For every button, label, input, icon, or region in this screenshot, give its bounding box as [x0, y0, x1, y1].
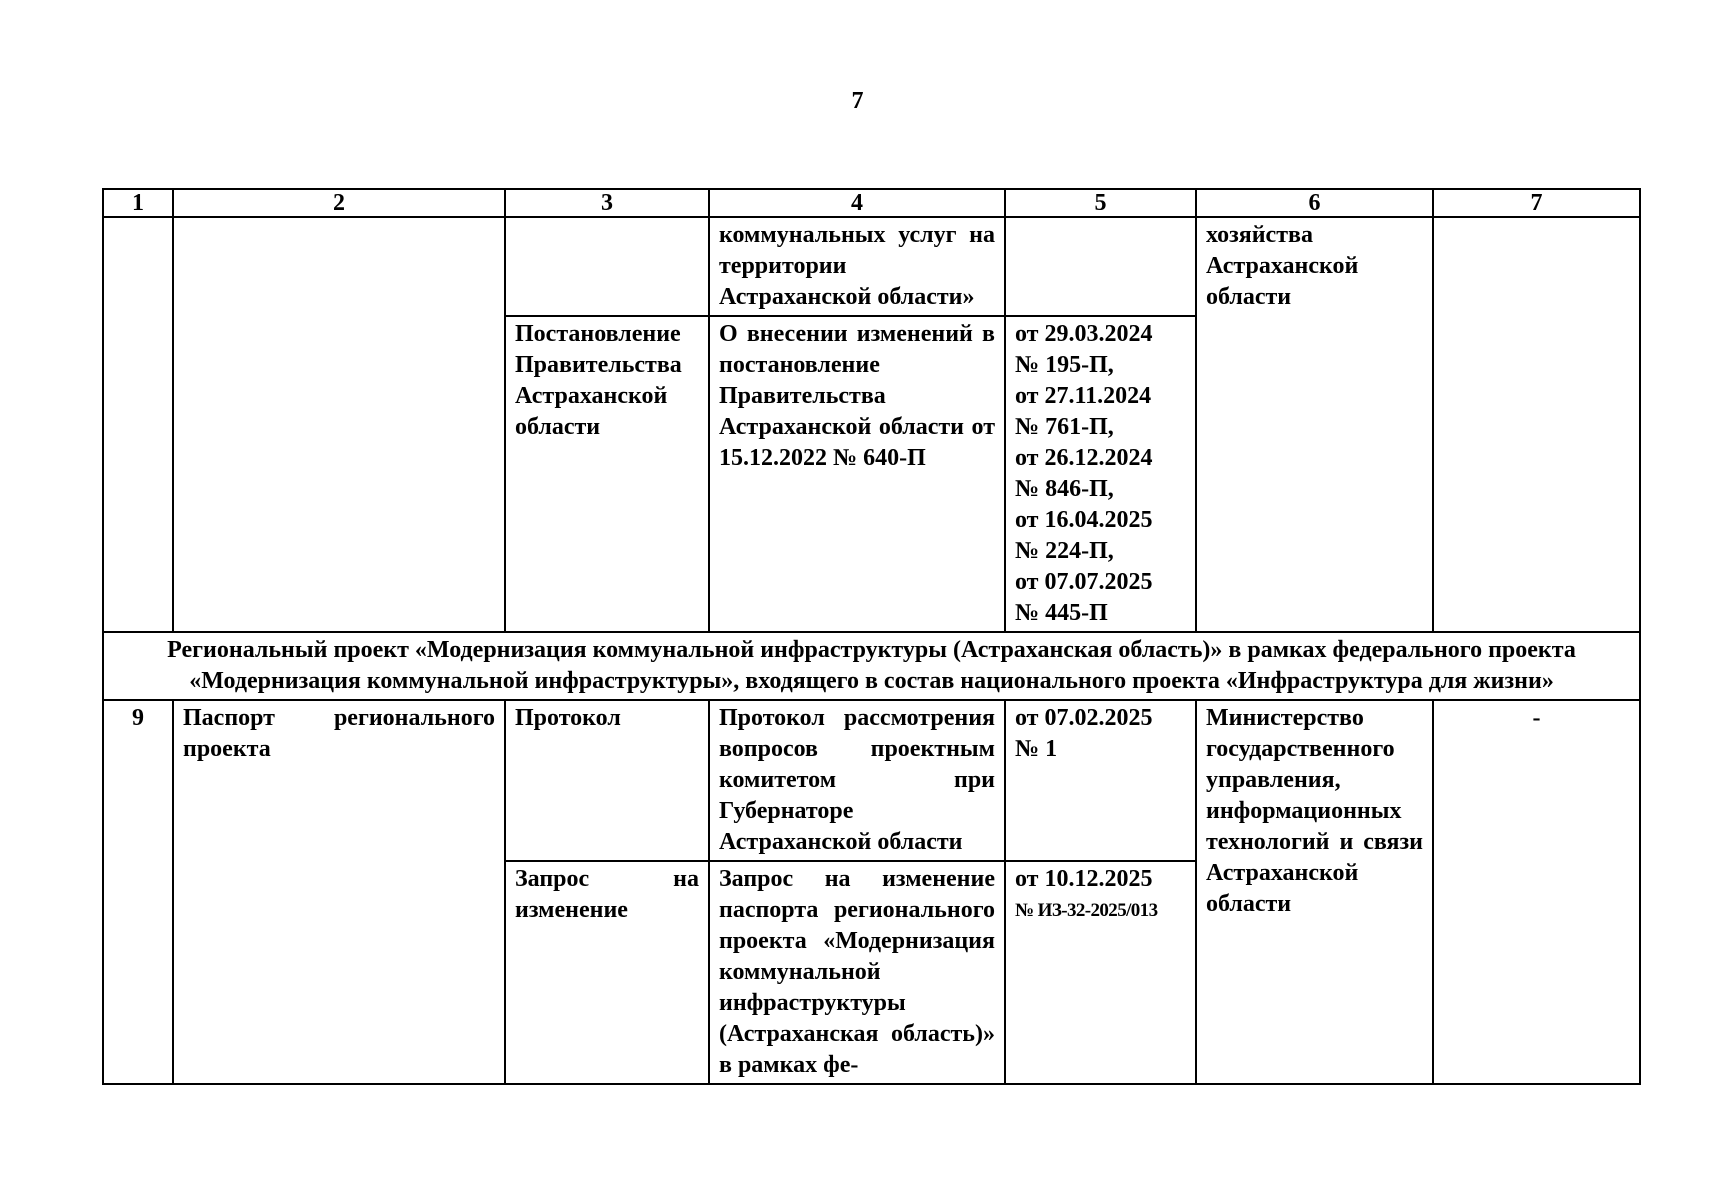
header-cell: 3: [505, 189, 709, 217]
number-line: № ИЗ-32-2025/013: [1015, 900, 1158, 921]
cell-document-name: [173, 217, 505, 632]
header-cell: 4: [709, 189, 1005, 217]
number-line: № 224-П,: [1015, 538, 1114, 564]
header-cell: 5: [1005, 189, 1196, 217]
cell-document-title: коммунальных услуг на территории Астраханской области»: [709, 217, 1005, 316]
date-line: от 29.03.2024: [1015, 321, 1153, 347]
cell-document-date: [1005, 700, 1196, 861]
date-line: от 16.04.2025: [1015, 507, 1153, 533]
cell-responsible: хозяйства Астраханской области: [1196, 217, 1433, 632]
number-line: № 761-П,: [1015, 414, 1114, 440]
date-line: от 07.02.2025: [1015, 705, 1153, 731]
cell-document-date: [1005, 217, 1196, 316]
header-cell: 6: [1196, 189, 1433, 217]
table-row: [103, 700, 1640, 861]
number-line: № 195-П,: [1015, 352, 1114, 378]
section-heading-line: «Модернизация коммунальной инфраструктуры», входящего в состав национального проекта «Инфраструктура для жизни»: [189, 668, 1554, 694]
header-cell: 1: [103, 189, 173, 217]
date-line: от 07.07.2025: [1015, 569, 1153, 595]
date-line: от 26.12.2024: [1015, 445, 1153, 471]
page-number: 7: [851, 88, 864, 114]
number-line: № 846-П,: [1015, 476, 1114, 502]
cell-number: [103, 217, 173, 632]
cell-responsible: Министерство государственного управления, информационных технологий и связи Астраханской области: [1196, 700, 1433, 1084]
cell-document-type: Запрос на изменение: [505, 861, 709, 1084]
document-table: [102, 188, 1641, 1085]
date-line: от 27.11.2024: [1015, 383, 1152, 409]
section-heading: [103, 632, 1640, 700]
section-heading-line: Региональный проект «Модернизация коммунальной инфраструктуры (Астраханская область)» в рамках федерального проекта: [167, 637, 1576, 663]
cell-document-date: [1005, 861, 1196, 1084]
table-header-row: [103, 189, 1640, 217]
number-line: № 1: [1015, 736, 1058, 762]
number-line: № 445-П: [1015, 600, 1108, 626]
cell-document-title: О внесении изменений в постановление Правительства Астраханской области от 15.12.2022 № 640-П: [709, 316, 1005, 632]
cell-document-type: Протокол: [505, 700, 709, 861]
header-cell: 2: [173, 189, 505, 217]
cell-document-type: [505, 217, 709, 316]
date-line: от 10.12.2025: [1015, 866, 1153, 892]
cell-document-title: Протокол рассмотрения вопросов проектным комитетом при Губернаторе Астраханской области: [709, 700, 1005, 861]
cell-document-title: Запрос на изменение паспорта регионального проекта «Модернизация коммунальной инфраструктуры (Астраханская область)» в рамках фе-: [709, 861, 1005, 1084]
cell-document-date: [1005, 316, 1196, 632]
cell-number: 9: [103, 700, 173, 1084]
table-row: [103, 217, 1640, 316]
cell-document-type: Постановление Правительства Астраханской области: [505, 316, 709, 632]
cell-note: [1433, 217, 1640, 632]
section-row: [103, 632, 1640, 700]
cell-note: -: [1433, 700, 1640, 1084]
cell-document-name: Паспорт регионального проекта: [173, 700, 505, 1084]
header-cell: 7: [1433, 189, 1640, 217]
